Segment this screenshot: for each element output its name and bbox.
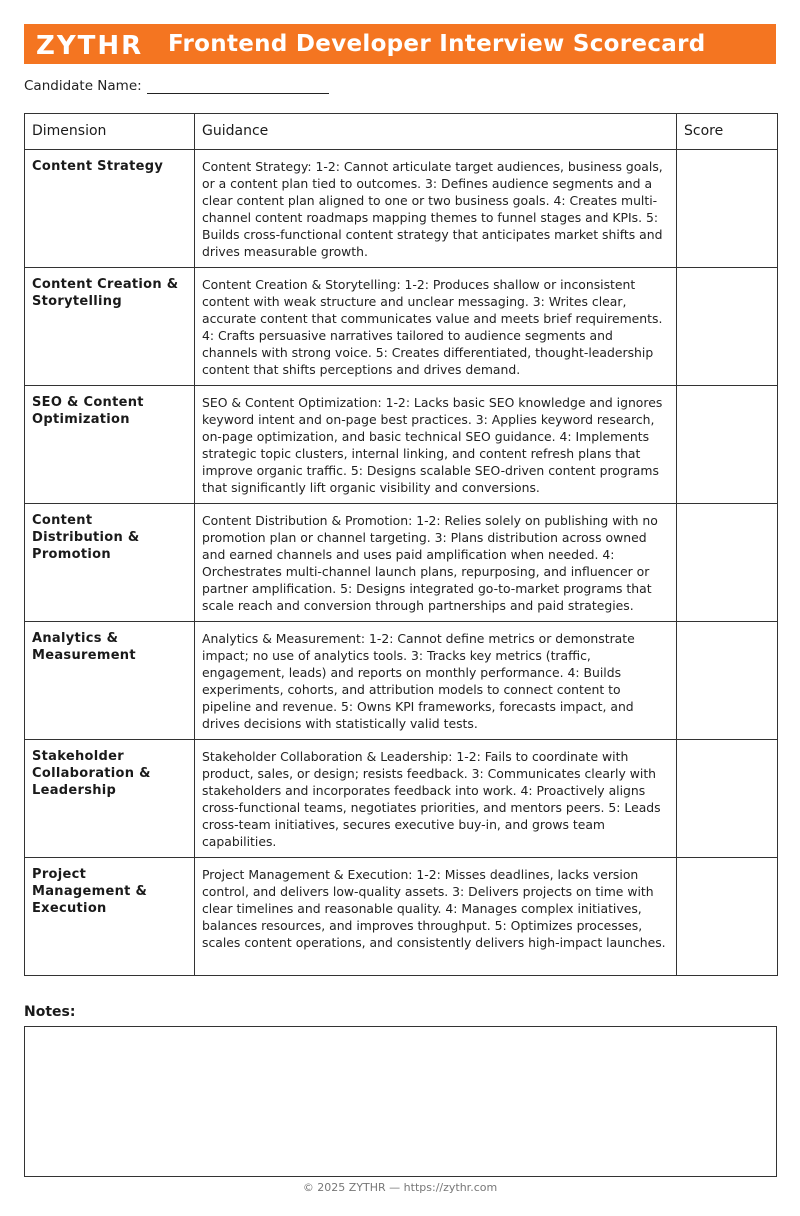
guidance-cell: Project Management & Execution: 1-2: Misses deadlines, lacks version control, and delivers low-quality assets. 3: Delivers projects on time with clear timelines and reasonable quality. 4: Manages complex initiatives, balances resources, and improves throughput. 5: Optimizes processes, scales content operations, and consistently delivers high-impact launches. (195, 858, 677, 976)
table-row (25, 386, 778, 504)
column-header-guidance: Guidance (195, 114, 677, 150)
score-cell[interactable] (677, 386, 778, 504)
scorecard-table (24, 113, 778, 976)
guidance-cell: Analytics & Measurement: 1-2: Cannot define metrics or demonstrate impact; no use of analytics tools. 3: Tracks key metrics (traffic, engagement, leads) and reports on monthly performance. 4: Builds experiments, cohorts, and attribution models to connect content to pipeline and revenue. 5: Owns KPI frameworks, forecasts impact, and drives decisions with statistically valid tests. (195, 622, 677, 740)
footer-text: © 2025 ZYTHR — https://zythr.com (302, 1181, 498, 1194)
zythr-logo (36, 30, 148, 58)
table-row (25, 150, 778, 268)
score-cell[interactable] (677, 740, 778, 858)
dimension-cell: Content Strategy (25, 150, 195, 268)
score-cell[interactable] (677, 622, 778, 740)
guidance-cell: Content Distribution & Promotion: 1-2: Relies solely on publishing with no promotion plan or channel targeting. 3: Plans distribution across owned and earned channels and uses paid amplification when needed. 4: Orchestrates multi-channel launch plans, repurposing, and influencer or partner amplification. 5: Designs integrated go-to-market programs that scale reach and conversion through partnerships and paid strategies. (195, 504, 677, 622)
dimension-cell: Stakeholder Collaboration & Leadership (25, 740, 195, 858)
table-row (25, 858, 778, 976)
dimension-cell: Analytics & Measurement (25, 622, 195, 740)
score-cell[interactable] (677, 858, 778, 976)
candidate-name-line[interactable] (147, 79, 329, 94)
guidance-cell: SEO & Content Optimization: 1-2: Lacks basic SEO knowledge and ignores keyword intent and on-page best practices. 3: Applies keyword research, on-page optimization, and basic technical SEO guidance. 4: Implements strategic topic clusters, internal linking, and content refresh plans that improve organic traffic. 5: Designs scalable SEO-driven content programs that significantly lift organic visibility and conversions. (195, 386, 677, 504)
guidance-cell: Content Strategy: 1-2: Cannot articulate target audiences, business goals, or a content plan tied to outcomes. 3: Defines audience segments and a clear content plan aligned to one or two business goals. 4: Creates multi-channel content roadmaps mapping themes to funnel stages and KPIs. 5: Builds cross-functional content strategy that anticipates market shifts and drives measurable growth. (195, 150, 677, 268)
table-row (25, 740, 778, 858)
column-header-dimension: Dimension (25, 114, 195, 150)
guidance-cell: Stakeholder Collaboration & Leadership: 1-2: Fails to coordinate with product, sales, or design; resists feedback. 3: Communicates clearly with stakeholders and incorporates feedback into work. 4: Proactively aligns cross-functional teams, negotiates priorities, and mentors peers. 5: Leads cross-team initiatives, secures executive buy-in, and grows team capabilities. (195, 740, 677, 858)
dimension-cell: Project Management & Execution (25, 858, 195, 976)
score-cell[interactable] (677, 150, 778, 268)
notes-label: Notes: (24, 1004, 76, 1020)
table-row (25, 504, 778, 622)
logo-text: ZYTHR (36, 31, 144, 58)
score-cell[interactable] (677, 268, 778, 386)
dimension-cell: Content Creation & Storytelling (25, 268, 195, 386)
dimension-cell: Content Distribution & Promotion (25, 504, 195, 622)
header-banner (24, 24, 776, 64)
column-header-score: Score (677, 114, 778, 150)
guidance-cell: Content Creation & Storytelling: 1-2: Produces shallow or inconsistent content with weak structure and unclear messaging. 3: Writes clear, accurate content that communicates value and meets brief requirements. 4: Crafts persuasive narratives tailored to audience segments and channels with strong voice. 5: Creates differentiated, thought-leadership content that shifts perceptions and drives demand. (195, 268, 677, 386)
score-cell[interactable] (677, 504, 778, 622)
dimension-cell: SEO & Content Optimization (25, 386, 195, 504)
notes-box[interactable] (24, 1026, 777, 1177)
table-row (25, 622, 778, 740)
table-header-row (25, 114, 778, 150)
candidate-name-label: Candidate Name: (24, 78, 142, 94)
candidate-name-row (24, 78, 329, 94)
page-title: Frontend Developer Interview Scorecard (168, 31, 706, 57)
table-row (25, 268, 778, 386)
